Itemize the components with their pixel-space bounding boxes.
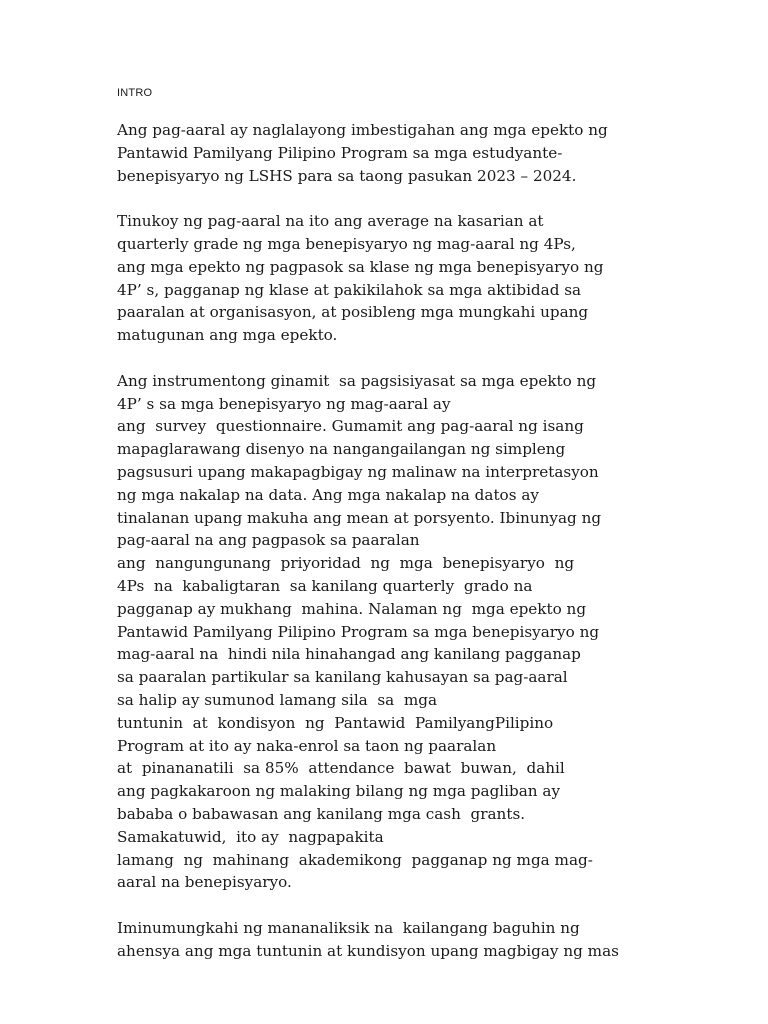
text-line: sa paaralan partikular sa kanilang kahusayan sa pag-aaral: [117, 668, 568, 687]
text-line: Iminumungkahi ng mananaliksik na kailangang baguhin ng: [117, 919, 580, 937]
text-line: sa halip ay sumunod lamang sila sa mga: [117, 691, 438, 709]
text-line: ng mga nakalap na data. Ang mga nakalap na datos ay: [117, 485, 539, 504]
text-line: paaralan at organisasyon, at posibleng mga mungkahi upang: [117, 303, 589, 322]
text-line: mag-aaral na hindi nila hinahangad ang kanilang pagganap: [117, 645, 581, 664]
text-line: bababa o babawasan ang kanilang mga cash grants.: [117, 805, 526, 823]
text-line: Pantawid Pamilyang Pilipino Program sa mga estudyante-: [117, 143, 563, 162]
text-line: Program at ito ay naka-enrol sa taon ng paaralan: [117, 736, 497, 755]
text-line: ang nangungunang priyoridad ng mga benepisyaryo ng: [117, 554, 575, 573]
text-line: Tinukoy ng pag-aaral na ito ang average na kasarian at: [117, 212, 544, 231]
text-line: lamang ng mahinang akademikong pagganap ng mga mag-: [117, 850, 593, 869]
text-line: mapaglarawang disenyo na nangangailangan ng simpleng: [117, 440, 566, 459]
section-heading: INTRO: [117, 87, 153, 99]
text-line: pagganap ay mukhang mahina. Nalaman ng mga epekto ng: [117, 599, 587, 618]
text-line: tuntunin at kondisyon ng Pantawid PamilyangPilipino: [117, 713, 554, 732]
text-line: Ang pag-aaral ay naglalayong imbestigahan ang mga epekto ng: [117, 121, 608, 139]
text-line: ahensya ang mga tuntunin at kundisyon upang magbigay ng mas: [117, 941, 619, 960]
text-line: Pantawid Pamilyang Pilipino Program sa mga benepisyaryo ng: [117, 622, 600, 641]
text-line: ang survey questionnaire. Gumamit ang pag-aaral ng isang: [117, 417, 584, 436]
text-line: Samakatuwid, ito ay nagpapakita: [117, 827, 384, 846]
text-line: 4P’ s, pagganap ng klase at pakikilahok sa mga aktibidad sa: [117, 280, 582, 299]
text-line: 4Ps na kabaligtaran sa kanilang quarterly grado na: [117, 577, 533, 595]
text-line: matugunan ang mga epekto.: [117, 326, 338, 345]
text-line: pagsusuri upang makapagbigay ng malinaw na interpretasyon: [117, 463, 599, 481]
text-line: tinalanan upang makuha ang mean at porsyento. Ibinunyag ng: [117, 508, 602, 527]
text-line: ang pagkakaroon ng malaking bilang ng mga pagliban ay: [117, 782, 561, 801]
text-line: pag-aaral na ang pagpasok sa paaralan: [117, 531, 420, 550]
text-line: ang mga epekto ng pagpasok sa klase ng mga benepisyaryo ng: [117, 257, 604, 276]
text-line: Ang instrumentong ginamit sa pagsisiyasat sa mga epekto ng: [117, 371, 597, 390]
text-line: benepisyaryo ng LSHS para sa taong pasukan 2023 – 2024.: [117, 166, 577, 185]
text-line: at pinananatili sa 85% attendance bawat buwan, dahil: [117, 759, 565, 778]
text-line: quarterly grade ng mga benepisyaryo ng mag-aaral ng 4Ps,: [117, 235, 576, 253]
text-line: 4P’ s sa mga benepisyaryo ng mag-aaral ay: [117, 394, 451, 413]
text-line: aaral na benepisyaryo.: [117, 873, 292, 892]
